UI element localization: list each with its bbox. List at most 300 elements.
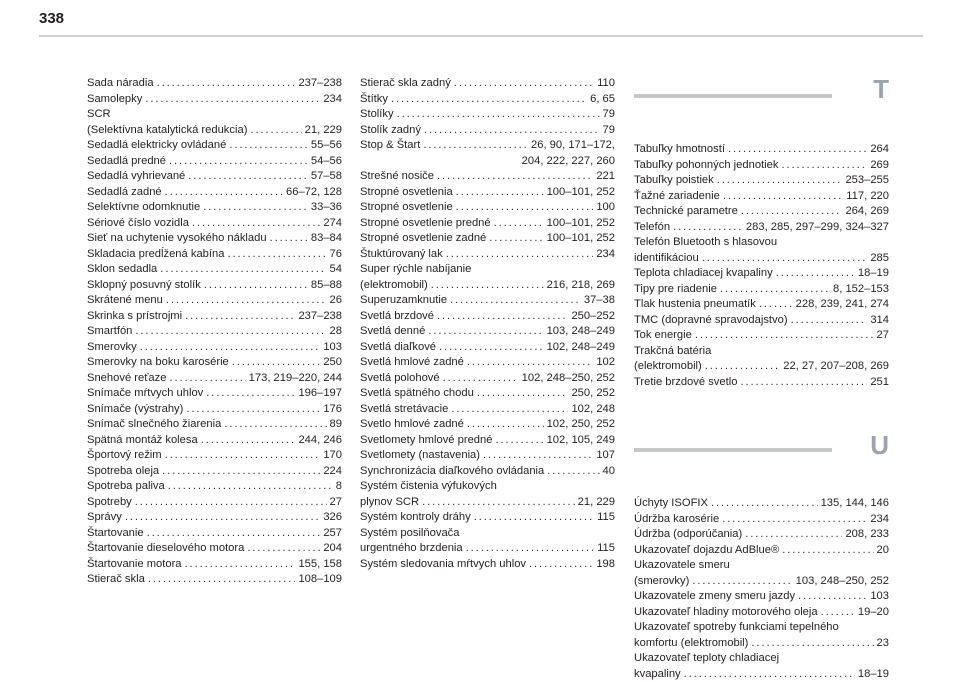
dot-leader [466,541,595,557]
entry-pages: 237–238 [298,309,342,325]
dot-leader [140,340,321,356]
index-entry [360,355,615,371]
dot-leader [148,572,296,588]
entry-term: Systém sledovania mŕtvych uhlov [360,557,526,573]
index-entry [360,262,615,293]
index-entry [634,235,889,266]
dot-leader [791,313,868,329]
dot-leader [740,375,867,391]
entry-pages: 250, 252 [571,386,615,402]
index-entry [360,417,615,433]
entry-pages: 100 [596,200,615,216]
index-entry [360,247,615,263]
index-entry [634,344,889,375]
entry-pages-continued: 204, 222, 227, 260 [360,154,615,170]
dot-leader [705,359,780,375]
dot-leader [169,371,245,387]
entry-term: (smerovky) [634,574,689,590]
entry-pages: 83–84 [311,231,342,247]
index-entry [634,158,889,174]
index-entry [634,266,889,282]
entry-pages: 135, 144, 146 [821,496,889,512]
entry-pages: 283, 285, 297–299, 324–327 [746,220,889,236]
entry-term: Stropné osvetlenie [360,200,453,216]
entry-row [634,251,889,267]
dot-leader [423,138,528,154]
dot-leader [135,324,326,340]
dot-leader [185,309,295,325]
entry-row [360,76,615,92]
entry-pages: 285 [870,251,889,267]
entry-row [87,479,342,495]
entry-row [634,527,889,543]
entry-term: Tabuľky poistiek [634,173,714,189]
index-entry [360,216,615,232]
entry-pages: 18–19 [858,667,889,682]
entry-pages: 107 [596,448,615,464]
index-entry [360,138,615,169]
entry-term: Stierač skla zadný [360,76,451,92]
dot-leader [477,386,569,402]
dot-leader [722,512,867,528]
entry-row [634,142,889,158]
entry-term: Svetlomety hmlové predné [360,433,492,449]
entry-row [634,220,889,236]
index-entry [360,557,615,573]
index-entry [87,340,342,356]
entry-term: Stropné osvetlenie predné [360,216,491,232]
index-entry [87,464,342,480]
entry-term: Snímače mŕtvych uhlov [87,386,203,402]
dot-leader [391,92,587,108]
entry-term: kvapaliny [634,667,681,682]
index-entry [87,278,342,294]
entry-term: Sedadlá elektricky ovládané [87,138,226,154]
entry-pages: 8 [336,479,342,495]
dot-leader [169,154,308,170]
entry-pages: 253–255 [845,173,889,189]
entry-row [634,266,889,282]
entry-row [360,216,615,232]
dot-leader [446,247,594,263]
entry-pages: 85–88 [311,278,342,294]
entry-row [87,340,342,356]
entry-term: Smerovky na boku karosérie [87,355,229,371]
dot-leader [424,123,600,139]
entry-row [87,402,342,418]
entry-term: Selektívne odomknutie [87,200,200,216]
entry-row [634,574,889,590]
entry-row [360,464,615,480]
entry-term: Svetlomety (nastavenia) [360,448,480,464]
index-entry [87,417,342,433]
index-entry [634,605,889,621]
index-entry [87,107,342,138]
entry-row [87,169,342,185]
entry-term: Sklon sedadla [87,262,157,278]
entry-term: (Selektívna katalytická redukcia) [87,123,247,139]
entry-pages: 234 [596,247,615,263]
dot-leader [203,200,308,216]
entry-term: Ťažné zariadenie [634,189,720,205]
entry-pages: 21, 229 [578,495,615,511]
entry-pages: 208, 233 [845,527,889,543]
dot-leader [185,557,296,573]
dot-leader [192,216,320,232]
entry-term: Tretie brzdové svetlo [634,375,737,391]
entry-pages: 54–56 [311,154,342,170]
entry-pages: 22, 27, 207–208, 269 [783,359,889,375]
index-entry [87,510,342,526]
entry-term: Stolíky [360,107,394,123]
entry-row [360,386,615,402]
entry-heading-line: Trakčná batéria [634,344,889,360]
section-rule [634,94,832,98]
entry-row [87,386,342,402]
entry-term: Spätná montáž kolesa [87,433,198,449]
entry-pages: 274 [323,216,342,232]
dot-leader [135,495,327,511]
index-entry [87,185,342,201]
entry-term: Sieť na uchytenie vysokého nákladu [87,231,267,247]
entry-pages: 102 [596,355,615,371]
entry-pages: 216, 218, 269 [547,278,615,294]
dot-leader [745,527,842,543]
index-entry [87,448,342,464]
entry-pages: 8, 152–153 [833,282,889,298]
entry-term: Sedadlá zadné [87,185,162,201]
entry-row [360,371,615,387]
entry-pages: 269 [870,158,889,174]
entry-term: Smerovky [87,340,137,356]
entry-pages: 89 [330,417,342,433]
entry-term: Telefón [634,220,670,236]
entry-row [634,328,889,344]
index-entry [360,448,615,464]
entry-term: Strešné nosiče [360,169,434,185]
dot-leader [821,605,855,621]
section-letter: T [873,74,889,105]
entry-row [634,375,889,391]
index-entry [87,92,342,108]
dot-leader [495,433,543,449]
index-entry [87,386,342,402]
index-entry [87,76,342,92]
entry-pages: 264 [870,142,889,158]
dot-leader [454,76,594,92]
entry-row [87,309,342,325]
dot-leader [232,355,321,371]
entry-term: Sériové číslo vozidla [87,216,189,232]
entry-pages: 244, 246 [298,433,342,449]
index-entry [360,200,615,216]
entry-row [87,417,342,433]
dot-leader [186,402,320,418]
index-entry [360,169,615,185]
entry-pages: 103 [323,340,342,356]
dot-leader [494,216,544,232]
index-entry [87,526,342,542]
entry-row [634,496,889,512]
entry-row [87,448,342,464]
entry-term: Stop & Štart [360,138,420,154]
dot-leader [165,185,283,201]
entry-pages: 21, 229 [305,123,342,139]
index-entry [634,589,889,605]
index-entry [634,543,889,559]
entry-term: Skrinka s prístrojmi [87,309,182,325]
entry-term: Stropné osvetlenia [360,185,453,201]
index-entry [87,557,342,573]
entry-term: komfortu (elektromobil) [634,636,748,652]
entry-term: Synchronizácia diaľkového ovládania [360,464,544,480]
entry-term: Stierač skla [87,572,145,588]
entry-term: Smartfón [87,324,132,340]
index-entry [87,309,342,325]
dot-leader [450,293,581,309]
section-rule [634,448,832,452]
index-entry [360,309,615,325]
dot-leader [206,386,295,402]
entry-term: Úchyty ISOFIX [634,496,708,512]
entry-pages: 57–58 [311,169,342,185]
entry-row [87,557,342,573]
index-entry [360,92,615,108]
entry-row [634,313,889,329]
entry-row [360,92,615,108]
entry-term: Športový režim [87,448,162,464]
index-entry [360,123,615,139]
dot-leader [247,541,320,557]
entry-heading-line: Systém posilňovača [360,526,615,542]
entry-pages: 234 [870,512,889,528]
entry-row [87,123,342,139]
index-entry [360,76,615,92]
index-entry [360,386,615,402]
index-entry [360,464,615,480]
dot-leader [692,574,792,590]
entry-pages: 204 [323,541,342,557]
entry-pages: 79 [603,123,615,139]
entry-term: Svetlá spätného chodu [360,386,474,402]
index-entry [634,297,889,313]
entry-row [87,433,342,449]
entry-term: Skladacia predĺžená kabína [87,247,224,263]
dot-leader [166,293,327,309]
dot-leader [168,479,333,495]
entry-term: Snehové reťaze [87,371,166,387]
dot-leader [451,402,568,418]
entry-row [360,138,615,154]
entry-term: Ukazovateľ dojazdu AdBlue® [634,543,779,559]
entry-term: Snímač slnečného žiarenia [87,417,221,433]
entry-row [634,589,889,605]
entry-pages: 27 [877,328,889,344]
dot-leader [483,448,593,464]
index-entry [87,154,342,170]
entry-heading-line: Super rýchle nabíjanie [360,262,615,278]
entry-row [360,510,615,526]
entry-pages: 54 [330,262,342,278]
entry-term: Tlak hustenia pneumatík [634,297,756,313]
entry-term: Snímače (výstrahy) [87,402,183,418]
entry-row [87,278,342,294]
entry-row [87,200,342,216]
entry-pages: 23 [877,636,889,652]
index-entry [87,495,342,511]
dot-leader [428,324,543,340]
index-entry [87,479,342,495]
index-entry [360,371,615,387]
entry-term: Svetlá brzdové [360,309,434,325]
entry-row [87,355,342,371]
dot-leader [270,231,308,247]
dot-leader [720,282,830,298]
entry-row [87,216,342,232]
dot-leader [456,200,594,216]
entry-pages: 102, 248–250, 252 [522,371,615,387]
entry-term: Stropné osvetlenie zadné [360,231,486,247]
dot-leader [702,251,868,267]
entry-pages: 115 [597,510,615,526]
section-header [634,418,889,496]
index-entry [634,558,889,589]
dot-leader [529,557,593,573]
entry-heading-line: Ukazovateľ teploty chladiacej [634,651,889,667]
entry-pages: 314 [870,313,889,329]
entry-pages: 250–252 [571,309,615,325]
entry-term: Tipy pre riadenie [634,282,717,298]
index-entry [634,512,889,528]
entry-term: Svetlá hmlové zadné [360,355,464,371]
section-header [634,76,889,142]
dot-leader [188,169,308,185]
dot-leader [431,278,544,294]
entry-row [634,204,889,220]
entry-term: TMC (dopravné spravodajstvo) [634,313,788,329]
entry-pages: 228, 239, 241, 274 [796,297,889,313]
entry-row [360,495,615,511]
dot-leader [467,417,544,433]
index-entry [360,324,615,340]
entry-pages: 66–72, 128 [286,185,342,201]
entry-term: Sedadlá vyhrievané [87,169,185,185]
entry-term: Štartovanie dieselového motora [87,541,244,557]
entry-term: (elektromobil) [634,359,702,375]
index-entry [634,220,889,236]
entry-term: Teplota chladiacej kvapaliny [634,266,773,282]
dot-leader [145,92,320,108]
entry-row [360,293,615,309]
index-entry [360,510,615,526]
entry-term: Svetlá polohové [360,371,440,387]
index-entry [634,375,889,391]
entry-pages: 6, 65 [590,92,615,108]
entry-term: urgentného brzdenia [360,541,463,557]
index-entry [87,541,342,557]
dot-leader [782,543,873,559]
dot-leader [437,169,593,185]
entry-pages: 117, 220 [846,189,889,205]
index-entry [634,651,889,682]
dot-leader [125,510,321,526]
page-number: 338 [39,10,64,27]
index-entry [87,247,342,263]
entry-row [360,448,615,464]
dot-leader [437,309,568,325]
entry-pages: 55–56 [311,138,342,154]
entry-pages: 76 [330,247,342,263]
entry-term: Sada náradia [87,76,154,92]
index-entry [360,293,615,309]
entry-row [634,297,889,313]
index-entry [634,620,889,651]
entry-row [634,359,889,375]
entry-pages: 115 [597,541,615,557]
index-entry [87,324,342,340]
entry-heading-line: Telefón Bluetooth s hlasovou [634,235,889,251]
entry-row [360,417,615,433]
index-entry [634,527,889,543]
entry-term: Ukazovatele zmeny smeru jazdy [634,589,795,605]
index-entry [634,142,889,158]
entry-term: Sklopný posuvný stolík [87,278,201,294]
entry-pages: 155, 158 [298,557,342,573]
index-entry [87,371,342,387]
entry-pages: 176 [323,402,342,418]
entry-row [87,495,342,511]
entry-pages: 100–101, 252 [547,185,615,201]
entry-row [87,526,342,542]
dot-leader [204,278,308,294]
entry-term: Svetlá denné [360,324,425,340]
entry-row [87,572,342,588]
header-divider [39,35,923,37]
entry-pages: 224 [323,464,342,480]
entry-row [360,541,615,557]
entry-pages: 19–20 [858,605,889,621]
entry-pages: 102, 248–249 [547,340,615,356]
entry-pages: 251 [870,375,889,391]
entry-heading-line: Ukazovateľ spotreby funkciami tepelného [634,620,889,636]
dot-leader [224,417,326,433]
index-column-1 [87,76,342,588]
dot-leader [547,464,599,480]
index-entry [87,216,342,232]
entry-row [87,92,342,108]
entry-term: (elektromobil) [360,278,428,294]
entry-row [87,247,342,263]
entry-term: Tok energie [634,328,692,344]
dot-leader [456,185,544,201]
entry-pages: 102, 105, 249 [547,433,615,449]
entry-row [87,293,342,309]
entry-pages: 103 [870,589,889,605]
entry-term: Technické parametre [634,204,738,220]
dot-leader [684,667,855,682]
entry-pages: 250 [323,355,342,371]
dot-leader [162,464,320,480]
dot-leader [489,231,543,247]
entry-row [87,371,342,387]
index-entry [87,200,342,216]
index-entry [87,572,342,588]
dot-leader [741,204,843,220]
entry-term: Údržba (odporúčania) [634,527,742,543]
dot-leader [474,510,594,526]
dot-leader [439,340,544,356]
entry-pages: 173, 219–220, 244 [249,371,342,387]
